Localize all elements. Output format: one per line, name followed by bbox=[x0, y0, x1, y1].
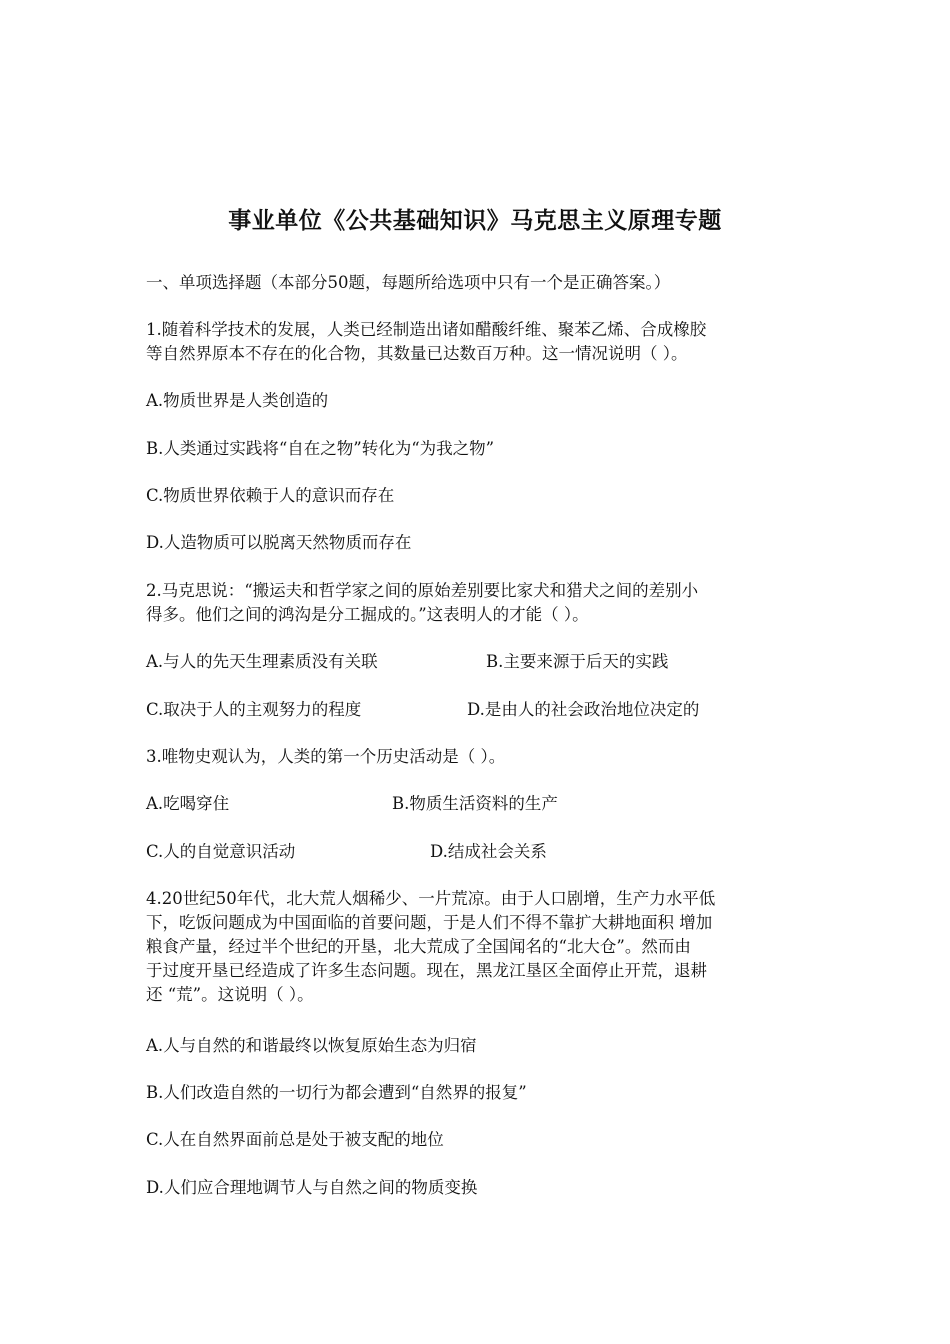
question-stem-line: 得多。他们之间的鸿沟是分工掘成的。”这表明人的才能（ ）。 bbox=[146, 605, 589, 624]
question-stem-line: 还 “荒”。这说明（ ）。 bbox=[146, 985, 314, 1004]
question-stem-line: 2.马克思说：“搬运夫和哲学家之间的原始差别要比家犬和猎犬之间的差别小 bbox=[146, 581, 699, 600]
question-4-option-b: B.人们改造自然的一切行为都会遭到“自然界的报复” bbox=[146, 1083, 527, 1102]
question-stem-line: 1.随着科学技术的发展，人类已经制造出诸如醋酸纤维、聚苯乙烯、合成橡胶 bbox=[146, 320, 707, 339]
question-1-option-b: B.人类通过实践将“自在之物”转化为“为我之物” bbox=[146, 439, 495, 458]
question-3-option-a: A.吃喝穿住 bbox=[146, 794, 230, 813]
question-stem-line: 下，吃饭问题成为中国面临的首要问题，于是人们不得不靠扩大耕地面积 增加 bbox=[146, 913, 713, 932]
section-heading: 一、单项选择题（本部分50题，每题所给选项中只有一个是正确答案。） bbox=[146, 273, 671, 292]
question-stem-line: 粮食产量，经过半个世纪的开垦，北大荒成了全国闻名的“北大仓”。然而由 bbox=[146, 937, 691, 956]
question-2-option-d: D.是由人的社会政治地位决定的 bbox=[467, 700, 700, 719]
question-1-option-c: C.物质世界依赖于人的意识而存在 bbox=[146, 486, 395, 505]
question-stem-line: 等自然界原本不存在的化合物，其数量已达数百万种。这一情况说明（ ）。 bbox=[146, 344, 688, 363]
question-2-option-c: C.取决于人的主观努力的程度 bbox=[146, 700, 362, 719]
question-1-option-a: A.物质世界是人类创造的 bbox=[146, 391, 329, 410]
question-4-option-c: C.人在自然界面前总是处于被支配的地位 bbox=[146, 1130, 444, 1149]
question-stem-line: 4.20世纪50年代，北大荒人烟稀少、一片荒凉。由于人口剧增，生产力水平低 bbox=[146, 889, 716, 908]
question-1-option-d: D.人造物质可以脱离天然物质而存在 bbox=[146, 533, 412, 552]
question-1-stem bbox=[146, 318, 806, 366]
question-4-option-d: D.人们应合理地调节人与自然之间的物质变换 bbox=[146, 1178, 478, 1197]
question-3-option-d: D.结成社会关系 bbox=[430, 842, 547, 861]
question-3-option-c: C.人的自觉意识活动 bbox=[146, 842, 296, 861]
question-2-stem bbox=[146, 579, 806, 627]
page-title: 事业单位《公共基础知识》马克思主义原理专题 bbox=[228, 208, 722, 234]
question-stem-line: 于过度开垦已经造成了许多生态问题。现在，黑龙江垦区全面停止开荒，退耕 bbox=[146, 961, 707, 980]
question-4-option-a: A.人与自然的和谐最终以恢复原始生态为归宿 bbox=[146, 1036, 477, 1055]
question-3-stem: 3.唯物史观认为，人类的第一个历史活动是（ ）。 bbox=[146, 747, 506, 766]
question-3-option-b: B.物质生活资料的生产 bbox=[392, 794, 558, 813]
question-2-option-a: A.与人的先天生理素质没有关联 bbox=[146, 652, 378, 671]
question-2-option-b: B.主要来源于后天的实践 bbox=[486, 652, 669, 671]
question-4-stem bbox=[146, 887, 806, 1007]
